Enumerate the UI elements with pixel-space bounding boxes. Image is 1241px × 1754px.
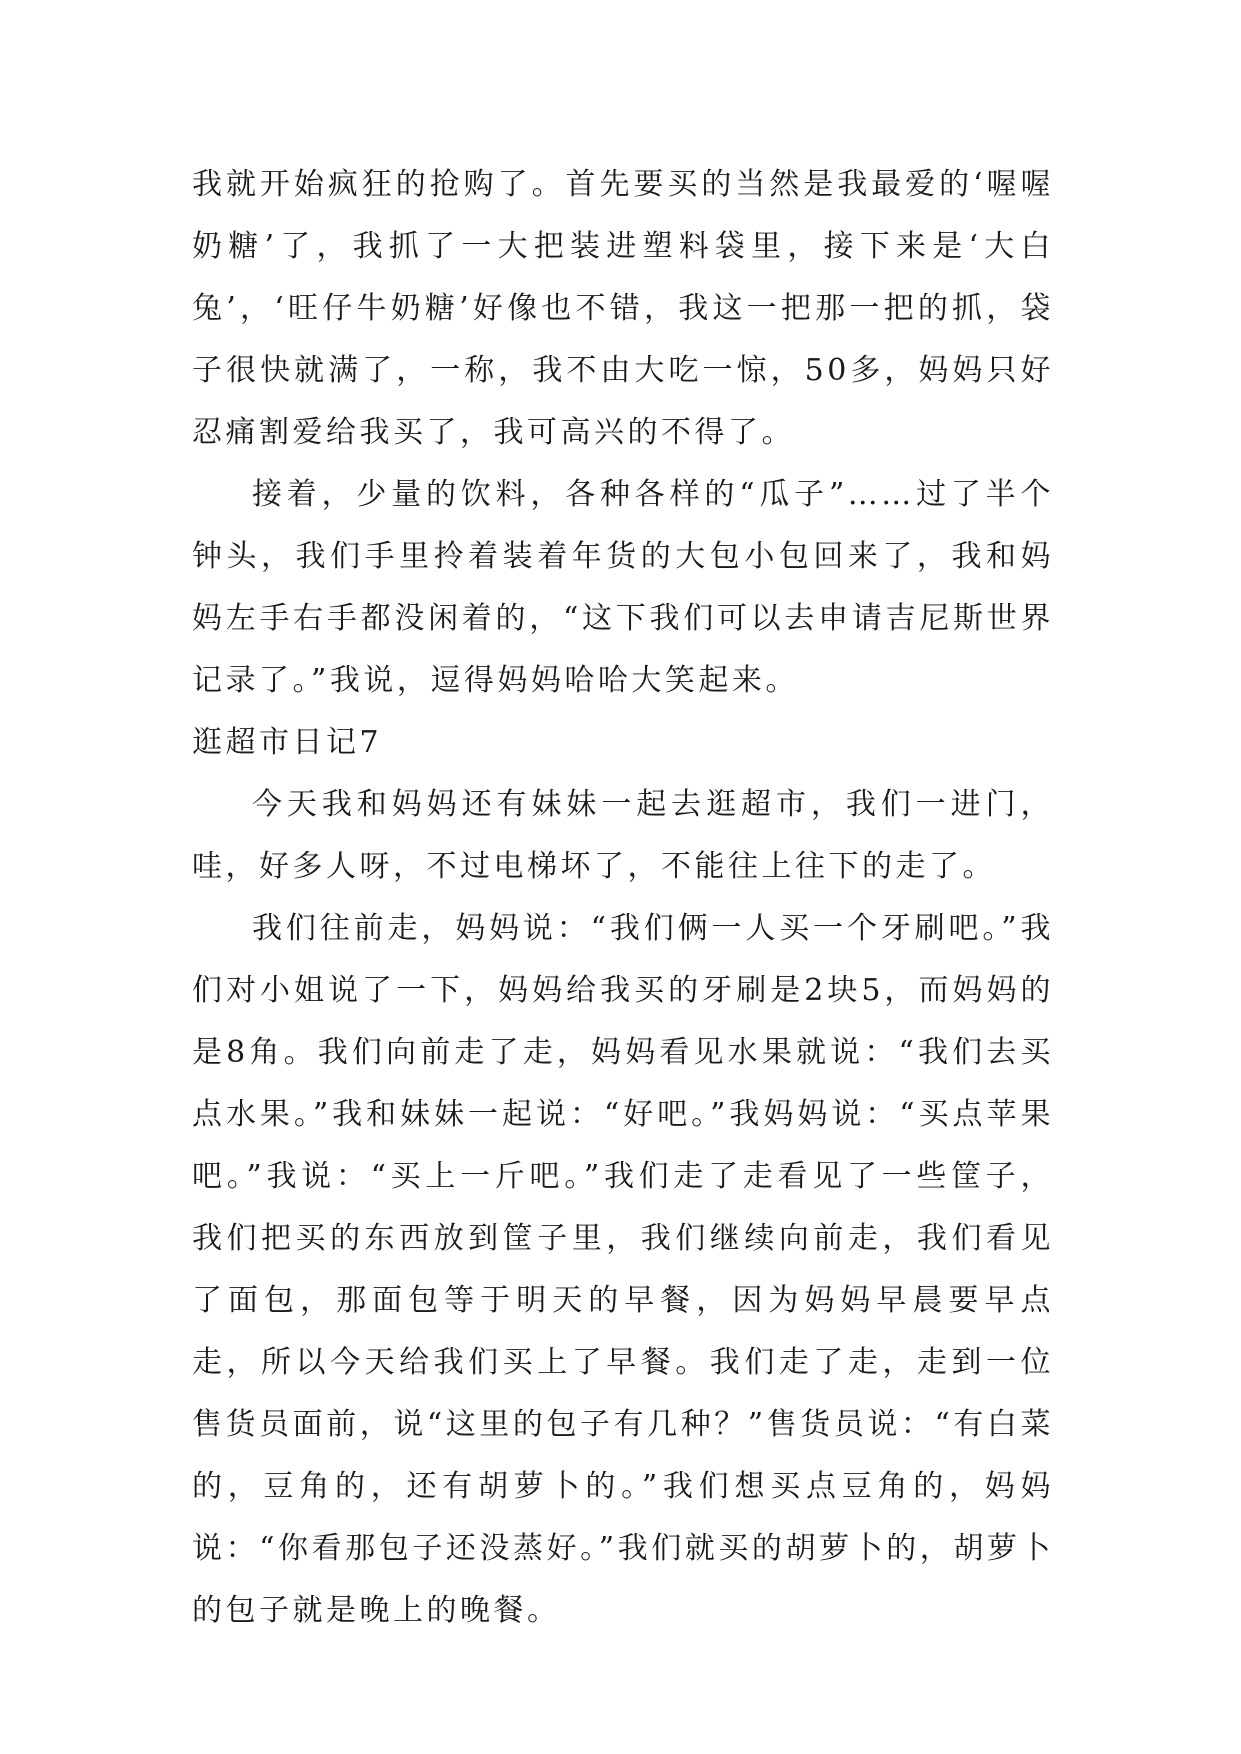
paragraph: 接着，少量的饮料，各种各样的“瓜子”……过了半个钟头，我们手里拎着装着年货的大包小包回来了，我和妈妈左手右手都没闲着的，“这下我们可以去申请吉尼斯世界记录了。”我说，逗得妈妈哈哈大笑起来。 xyxy=(192,477,1054,698)
paragraph-continued: 我就开始疯狂的抢购了。首先要买的当然是我最爱的‘喔喔奶糖’了，我抓了一大把装进塑料袋里，接下来是‘大白兔’，‘旺仔牛奶糖’好像也不错，我这一把那一把的抓，袋子很快就满了，一称，我不由大吃一惊，50多，妈妈只好忍痛割爱给我买了，我可高兴的不得了。 xyxy=(192,167,1054,450)
section-title: 逛超市日记7 xyxy=(192,725,383,760)
paragraph: 我们往前走，妈妈说：“我们俩一人买一个牙刷吧。”我们对小姐说了一下，妈妈给我买的牙刷是2块5，而妈妈的是8角。我们向前走了走，妈妈看见水果就说：“我们去买点水果。”我和妹妹一起说：“好吧。”我妈妈说：“买点苹果吧。”我说：“买上一斤吧。”我们走了走看见了一些筐子，我们把买的东西放到筐子里，我们继续向前走，我们看见了面包，那面包等于明天的早餐，因为妈妈早晨要早点走，所以今天给我们买上了早餐。我们走了走，走到一位售货员面前，说“这里的包子有几种？”售货员说：“有白菜的，豆角的，还有胡萝卜的。”我们想买点豆角的，妈妈说：“你看那包子还没蒸好。”我们就买的胡萝卜的，胡萝卜的包子就是晚上的晚餐。 xyxy=(192,911,1054,1628)
document-page xyxy=(192,154,1054,1642)
paragraph: 今天我和妈妈还有妹妹一起去逛超市，我们一进门，哇，好多人呀，不过电梯坏了，不能往上往下的走了。 xyxy=(192,787,1054,884)
